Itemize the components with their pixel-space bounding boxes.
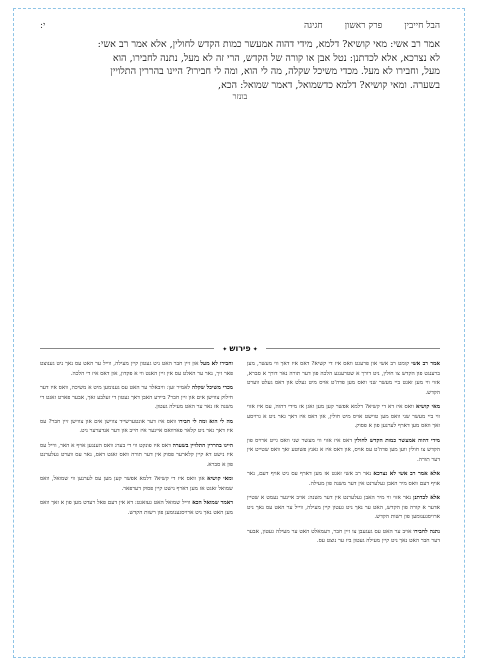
commentary-body: ווייל שמואל האט געזאגט: דא אין דעם פאל רעדט מען פון א זאך וואס מען האט נאך ניט ארויסגענומען פון רשות הקדש. <box>40 500 233 516</box>
header-tractate: חגיגה <box>303 20 323 31</box>
divider-rule-right <box>266 348 440 349</box>
commentary-body: דאס איז אזוי ווי מעשר שני וואס גייט ארויס פון הקדש צו חולין ווען מען פדה'ט עס אויס, און דאס איז א גאנץ פשוטע זאך וואס שטייט אין דער תורה. <box>247 437 440 463</box>
commentary-paragraph <box>40 475 233 494</box>
commentary-paragraph <box>247 403 440 432</box>
divider-rule-left <box>40 348 214 349</box>
commentary-body: דאס איז פונקט ווי די בערג וואס הענגען אויף א האר, ווייל עס איז נישט דא קיין קלארער פסוק אין דער תורה וואס זאגט דאס, נאר עס ווערט געלערנט פון א סברא. <box>40 442 233 468</box>
commentary-body: אויב ער האט עס געגעבן צו זיין חבר, דעמאלט האט ער מעילה געטון, אבער דער חבר האט נאך ניט קיין מעילה געטון ביז ער נוצט עס. <box>247 528 440 544</box>
main-text-line: בשערה. ומאי קושיא? דלמא כדשמואל, דאמר שמואל: הכא, <box>218 79 440 91</box>
commentary-paragraph <box>247 494 440 523</box>
commentary-lemma: היינו בהררין התלויין בשערה <box>172 442 233 449</box>
commentary-paragraph <box>40 384 233 413</box>
page-header <box>40 18 440 32</box>
commentary-body: נאר אזוי ווי מיר האבן געלערנט אין דער משנה: אויב איינער נעמט א שטיין אדער א קורה פון הקדש, האט ער נאך ניט געטון קיין מעילה, ווייל ער האט עס נאך ניט ארויסגענומען פון רשות הקדש. <box>247 495 440 520</box>
commentary-body: און וואס איז די קשיא? דלמא אפשר קען מען עס לערנען ווי שמואל, וואס שמואל זאגט אז מען דארף נישט קיין פסוק דערפאר. <box>40 476 233 492</box>
commentary-columns <box>40 360 440 648</box>
commentary-paragraph <box>247 470 440 489</box>
commentary-paragraph <box>247 360 440 398</box>
commentary-paragraph <box>40 418 233 437</box>
header-chapter: פרק ראשון <box>344 20 383 31</box>
commentary-paragraph <box>247 528 440 547</box>
commentary-body: וואס איז דער אונטערשייד צווישן אים און צווישן זיין חבר? עס איז דאך גאר ניט קלאר פארוואס איינער איז חייב און דער אנדערער ניט. <box>40 418 233 434</box>
commentary-body: קומט רב אשי און פרעגט וואס איז די קשיא? דאס איז דאך ווי מעשר, מען ברענגט פון הקדש צו חולין, ניט דורך א שטרענגע הלכה פון דער תורה נאר דורך א סברא, אזוי ווי מען זאגט ביי מעשר שני וואס מען פדה'ט אויס מיט געלט און דאס געלט ווערט הקדש. <box>247 361 440 396</box>
commentary-title: ✦ פירוש ✦ <box>214 344 266 353</box>
commentary-paragraph <box>40 360 233 379</box>
commentary-lemma: אלא לכדתנן <box>413 495 440 501</box>
commentary-lemma: נתנה לחבירו <box>413 528 440 535</box>
commentary-lemma: דאמר שמואל הכא <box>192 500 233 506</box>
main-text-line: אמר רב אשי: מאי קושיא? דלמא, מידי דהוה אמעשר כמות הקדש לחולין, אלא אמר רב אשי: <box>97 39 440 50</box>
commentary-lemma: אלא אמר רב אשי לא נצרכא <box>373 471 440 477</box>
commentary-lemma: מאי קושיא <box>415 404 440 410</box>
commentary-divider <box>40 342 440 354</box>
commentary-body: און זיין חבר האט ניט געטון קיין מעילה, ווייל ער האט עס נאך ניט גענוצט פאר זיך, נאר ער האלט עס אין זיין האנט ווי א פקדון, און דאס איז די הלכה. <box>40 361 233 377</box>
commentary-lemma: מה לי הוא ומה לי חבירו <box>178 418 233 425</box>
commentary-lemma: וחבירו לא מעל <box>200 361 233 367</box>
commentary-right-column <box>247 360 440 648</box>
header-book: הבל חייבין <box>404 20 440 31</box>
commentary-paragraph <box>40 442 233 471</box>
continuation-marker: בונזר <box>232 92 248 101</box>
commentary-lemma: אמר רב אשי <box>411 361 440 367</box>
main-text-line: לא נצרכא, אלא לכדתנן: נטל אבן או קורה של הקדש, הרי זה לא מעל, נתנה לחבירו, הוא <box>112 52 440 64</box>
header-page-ref: י: <box>40 20 46 31</box>
commentary-paragraph <box>247 437 440 466</box>
commentary-body: לאמיר זען: וויבאלד ער האט עס גענומען מיט א משיכה, וואס איז דער חילוק צווישן אים און זיין חבר? ביידע האבן דאך געטון די זעלבע זאך, אבער פארט זאגט די משנה אז נאר ער האט מעילה געטון. <box>40 385 233 410</box>
commentary-lemma: ומאי קושיא <box>207 476 233 482</box>
commentary-body: נאר רב אשי זאגט אז מען דארף עס ניט אויף דעם, נאר אויף דעם וואס מיר האבן געלערנט אין דער משנה פון מעילה. <box>247 471 440 487</box>
commentary-lemma: מכדי משיכל שקלה <box>191 385 233 391</box>
commentary-paragraph <box>40 499 233 518</box>
gemara-main-text <box>40 38 440 92</box>
commentary-left-column <box>40 360 233 648</box>
commentary-lemma: מידי דהוה אמעשר כמות הקדש לחולין <box>354 437 440 444</box>
main-text-line: מעל, וחבירו לא מעל. מכדי משיכל שקלה, מה לי הוא, ומה לי חבירו? היינו בהררין התלויין <box>110 66 440 78</box>
commentary-body: וואס איז דא די קשיא? דלמא אפשר קען מען זאגן אז מידי דהוה, עס איז אזוי ווי ביי מעשר שני וואס מען טוישט אויס מיט חולין, און דאס איז דאך גאר ניט א גרויסע זאך וואס מען דארף לערנען פון א פסוק. <box>247 404 440 429</box>
header-titles <box>304 20 440 31</box>
